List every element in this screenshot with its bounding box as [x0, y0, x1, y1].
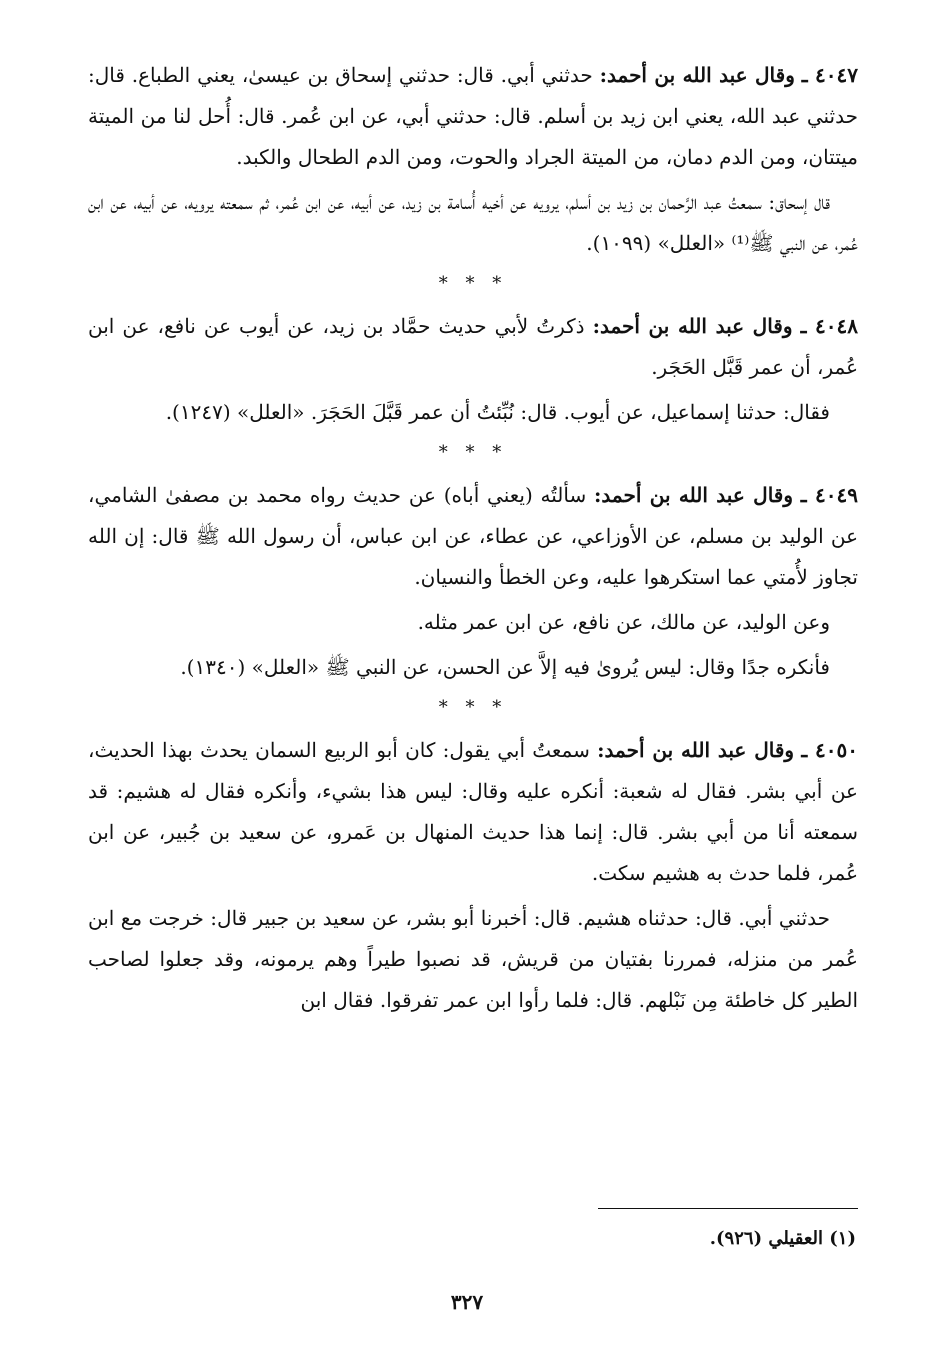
entry-lead: وقال عبد الله بن أحمد:	[592, 314, 793, 338]
entry-number: ٤٠٥٠ ـ	[801, 738, 859, 762]
entry-follow-paragraph: فأنكره جدًا وقال: ليس يُروىٰ فيه إلاَّ عن الحسن، عن النبي ﷺ «العلل» (١٣٤٠).	[180, 655, 830, 679]
entry-follow-paragraph: قال إسحاق: سمعتُ عبد الرَّحمان بن زيد بن أسلم، يرويه عن أخيه أُسامة بن زيد، عن أبيه، عن ابن عُمر، ثم سمعته يرويه، عن أبيه، عن ابن عُمر، عن النبي ﷺ⁽¹⁾ «العلل» (١٠٩٩).	[88, 190, 858, 255]
entry-number: ٤٠٤٧ ـ	[801, 63, 858, 87]
entry-number: ٤٠٤٩ ـ	[800, 483, 859, 507]
entry-lead: وقال عبد الله بن أحمد:	[594, 483, 794, 507]
page-number: ٣٢٧	[450, 1290, 484, 1314]
entry-lead: وقال عبد الله بن أحمد:	[599, 63, 795, 87]
entry-text: حدثني أبي. قال: حدثني إسحاق بن عيسىٰ، يعني الطباع. قال: حدثني عبد الله، يعني ابن زيد بن أسلم. قال: حدثني أبي، عن ابن عُمر. قال: أُحل لنا من الميتة ميتتان، ومن الدم دمان، من الميتة الجراد والحوت، ومن الدم الطحال والكبد.	[88, 63, 858, 169]
section-separator: * * *	[438, 697, 508, 718]
entry-4049	[88, 475, 858, 688]
footnote-divider	[598, 1208, 858, 1209]
section-separator: * * *	[438, 273, 508, 294]
entry-text: ذكرتُ لأبي حديث حمَّاد بن زيد، عن أيوب عن نافع، عن ابن عُمر، أن عمر قَبَّل الحَجَر.	[88, 314, 858, 379]
footnote: (١) العقيلي (٩٢٦).	[709, 1228, 856, 1249]
entry-follow-paragraph: فقال: حدثنا إسماعيل، عن أيوب. قال: نُبِّئتُ أن عمر قَبَّلَ الحَجَرَ. «العلل» (١٢٤٧).	[165, 400, 830, 424]
entry-4050	[88, 730, 858, 1021]
entry-follow-paragraph: حدثني أبي. قال: حدثناه هشيم. قال: أخبرنا أبو بشر، عن سعيد بن جبير قال: خرجت مع ابن عُمر من منزله، فمررنا بفتيان من قريش، قد نصبوا طيراً وهم يرمونه، وقد جعلوا لصاحب الطير كل خاطئة مِن نَبْلهم. قال: فلما رأوا ابن عمر تفرقوا. فقال ابن	[88, 906, 858, 1012]
entry-follow-paragraph: وعن الوليد، عن مالك، عن نافع، عن ابن عمر مثله.	[417, 610, 830, 634]
entry-4047	[88, 55, 858, 264]
page-body	[88, 55, 858, 1021]
entry-paragraph	[88, 55, 858, 178]
entry-text: سألتُه (يعني أباه) عن حديث رواه محمد بن مصفىٰ الشامي، عن الوليد بن مسلم، عن الأوزاعي، عن عطاء، عن ابن عباس، أن رسول الله ﷺ قال: إن الله تجاوز لأُمتي عما استكرهوا عليه، وعن الخطأ والنسيان.	[88, 483, 858, 589]
section-separator: * * *	[438, 442, 508, 463]
entry-lead: وقال عبد الله بن أحمد:	[597, 738, 795, 762]
entry-number: ٤٠٤٨ ـ	[800, 314, 859, 338]
entry-4048	[88, 306, 858, 433]
entry-paragraph	[88, 306, 858, 388]
entry-paragraph	[88, 730, 858, 894]
entry-text: سمعتُ أبي يقول: كان أبو الربيع السمان يحدث بهذا الحديث، عن أبي بشر. فقال له شعبة: أنكره عليه وقال: ليس هذا بشيء، وأنكره فقال له هشيم: قد سمعته أنا من أبي بشر. قال: إنما هذا حديث المنهال بن عَمرو، عن سعيد بن جُبير، عن ابن عُمر، فلما حدث به هشيم سكت.	[88, 738, 858, 885]
entry-paragraph	[88, 475, 858, 598]
